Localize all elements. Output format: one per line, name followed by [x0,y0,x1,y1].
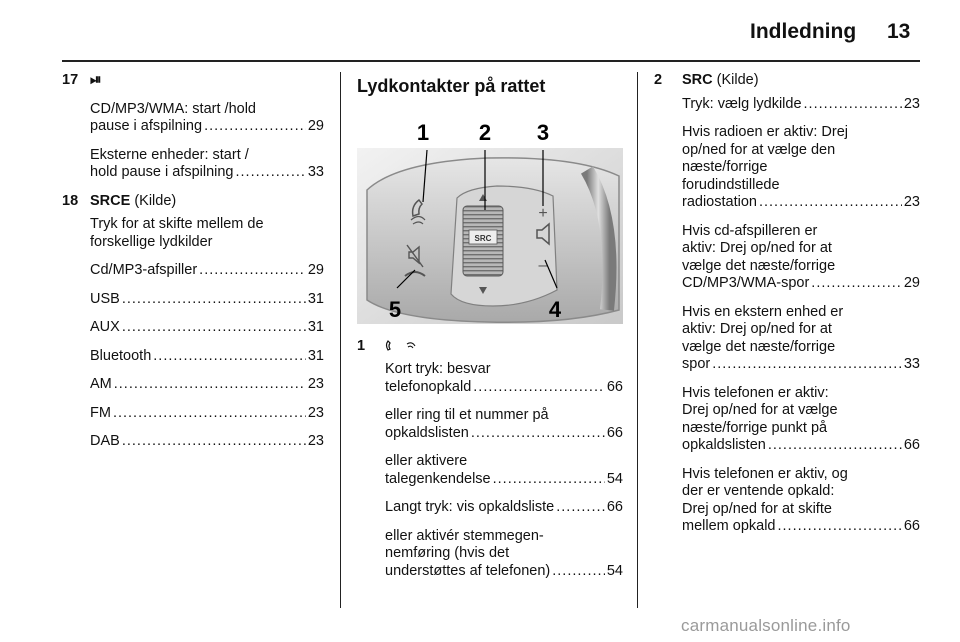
text-line: næste/forrige [682,159,768,175]
header-divider [62,60,920,62]
toc-entry [682,194,920,212]
paragraph [682,304,920,374]
item-1 [357,338,623,581]
item-title-rest: (Kilde) [712,72,759,88]
item-title [682,72,920,90]
source-entry [90,405,324,423]
dot-leader [122,433,306,451]
column-divider-2 [637,72,638,608]
page-ref: 29 [903,275,920,291]
dot-leader [122,291,306,309]
text-line: op/ned for at vælge den [682,141,836,158]
toc-label: AUX [90,319,120,335]
toc-entry [90,348,324,366]
text-line: eller ring til et nummer på [385,407,549,423]
page-ref: 66 [903,518,920,534]
text-line: aktiv: Drej op/ned for at [682,240,832,256]
text-line: forskellige lydkilder [90,233,213,250]
text-line: Hvis radioen er aktiv: Drej [682,124,848,140]
toc-label: Tryk: vælg lydkilde [682,95,802,112]
paragraph [682,124,920,212]
toc-entry [385,379,623,397]
page-ref: 54 [606,562,623,579]
text-line: aktiv: Drej op/ned for at [682,321,832,337]
text-line: Eksterne enheder: start / [90,146,249,163]
column-left [62,72,324,462]
source-entry [90,433,324,451]
page-number: 13 [887,20,911,43]
src-button-label: SRC [474,233,492,243]
page-ref: 66 [606,499,623,515]
paragraph-switch-source [90,216,324,251]
paragraph [682,385,920,455]
toc-entry [90,164,324,182]
toc-label: DAB [90,433,120,449]
page-ref: 23 [903,95,920,112]
toc-label: CD/MP3/WMA-spor [682,275,810,291]
page-ref: 23 [903,194,920,210]
toc-label: telefonopkald [385,378,472,395]
toc-label: opkaldslisten [682,437,766,453]
toc-entry [682,356,920,374]
callout-label-3: 3 [536,119,550,145]
page-ref: 66 [606,378,623,395]
item-number: 17 [62,72,79,88]
page-ref: 54 [606,470,623,487]
text-line: Kort tryk: besvar [385,361,491,377]
toc-label: pause i afspilning [90,118,203,134]
dot-leader [493,471,605,489]
paragraph-cd-playback [90,101,324,136]
page-ref: 33 [903,356,920,372]
paragraph [682,223,920,293]
text-line: nemføring (hvis det [385,545,510,561]
volume-down-icon: – [538,256,548,274]
page-ref: 33 [307,164,324,180]
toc-entry [385,563,623,581]
volume-up-icon: + [538,204,548,222]
toc-entry [682,518,920,536]
toc-entry [385,471,623,489]
toc-label: radiostation [682,194,757,210]
page-ref: 29 [307,262,324,278]
steering-wheel-controls-figure [357,110,623,324]
toc-label: understøttes af telefonen) [385,562,551,579]
toc-entry [90,319,324,337]
toc-entry [90,291,324,309]
watermark: carmanualsonline.info [681,616,851,635]
page-ref: 31 [307,347,324,364]
toc-label: opkaldslisten [385,424,469,441]
dot-leader [113,405,306,423]
toc-label: Cd/MP3-afspiller [90,262,198,278]
toc-entry [90,262,324,280]
text-line: næste/forrige punkt på [682,419,828,436]
column-middle [357,72,623,591]
dot-leader [804,96,902,114]
toc-label: AM [90,376,112,392]
toc-label: FM [90,404,111,421]
dot-leader [204,118,306,136]
toc-label: spor [682,356,711,372]
text-line: Hvis cd-afspilleren er [682,222,818,239]
paragraph-voice-recognition [385,453,623,488]
source-entry [90,348,324,366]
callout-label-2: 2 [478,119,492,145]
toc-entry [90,118,324,136]
item-17 [62,72,324,182]
dot-leader [236,164,306,182]
text-line: CD/MP3/WMA: start /hold [90,100,256,117]
toc-entry [90,433,324,451]
page-ref: 23 [307,433,324,449]
text-line: Hvis telefonen er aktiv, og [682,465,848,482]
page-ref: 66 [606,424,623,441]
text-line: Tryk for at skifte mellem de [90,216,264,232]
page-title: Indledning [750,20,857,43]
page-ref: 31 [307,319,324,335]
callout-label-1: 1 [416,119,430,145]
page-ref: 66 [903,437,920,453]
toc-entry [682,437,920,455]
column-right [654,72,920,547]
toc-entry [682,96,920,114]
item-title-bold: SRC [682,72,713,88]
dot-leader [778,518,902,536]
paragraph-voice-guidance [385,528,623,581]
item-title-icons [385,338,623,356]
text-line: eller aktivér stemmegen- [385,527,544,544]
paragraph-list [682,96,920,536]
text-line: eller aktivere [385,453,468,469]
toc-label: Langt tryk: vis opkaldsliste [385,499,555,515]
callout-label-4: 4 [548,296,562,322]
paragraph [682,96,920,114]
dot-leader [473,379,605,397]
toc-entry [682,275,920,293]
toc-entry [385,425,623,443]
text-line: Hvis telefonen er aktiv: [682,384,829,401]
steering-wheel-illustration [357,110,623,324]
paragraph-long-press [385,499,623,517]
text-line: Drej op/ned for at vælge [682,402,838,418]
dot-leader [199,262,306,280]
toc-label: mellem opkald [682,518,776,534]
text-line: vælge det næste/forrige [682,257,836,274]
toc-label: Bluetooth [90,347,152,364]
item-title-bold: SRCE [90,192,131,209]
toc-label: talegenkendelse [385,470,491,487]
text-line: forudindstillede [682,176,780,193]
item-number: 1 [357,337,366,354]
source-entry [90,319,324,337]
dot-leader [114,376,306,394]
item-title [90,193,324,211]
dot-leader [153,348,306,366]
page-ref: 31 [307,290,324,307]
dot-leader [759,194,902,212]
source-entry [90,376,324,394]
text-line: vælge det næste/forrige [682,338,836,355]
toc-entry [90,376,324,394]
dot-leader [122,319,306,337]
phone-icon [385,340,397,352]
item-title-rest: (Kilde) [130,192,177,209]
toc-entry [385,499,623,517]
callout-label-5: 5 [388,296,402,322]
column-divider-1 [340,72,341,608]
paragraph-short-press [385,361,623,396]
source-entry-list [90,262,324,451]
source-entry [90,262,324,280]
text-line: der er ventende opkald: [682,483,835,499]
toc-entry [90,405,324,423]
dot-leader [811,275,902,293]
item-2 [654,72,920,536]
text-line: Hvis en ekstern enhed er [682,303,844,320]
paragraph-external-devices [90,147,324,182]
text-line: Drej op/ned for at skifte [682,500,832,517]
paragraph [682,466,920,536]
dot-leader [552,563,605,581]
item-number: 18 [62,192,79,209]
toc-label: hold pause i afspilning [90,164,234,180]
voice-icon [405,340,417,352]
play-pause-icon: ⏯ [90,72,102,88]
page-ref: 23 [307,376,324,392]
toc-label: USB [90,290,120,307]
source-entry [90,291,324,309]
dot-leader [712,356,902,374]
dot-leader [556,499,605,517]
paragraph-call-list [385,407,623,442]
dot-leader [768,437,902,455]
page-ref: 23 [307,404,324,421]
item-18 [62,193,324,451]
dot-leader [471,425,605,443]
item-number: 2 [654,72,663,88]
page-ref: 29 [307,118,324,134]
section-title: Lydkontakter på rattet [357,76,546,96]
